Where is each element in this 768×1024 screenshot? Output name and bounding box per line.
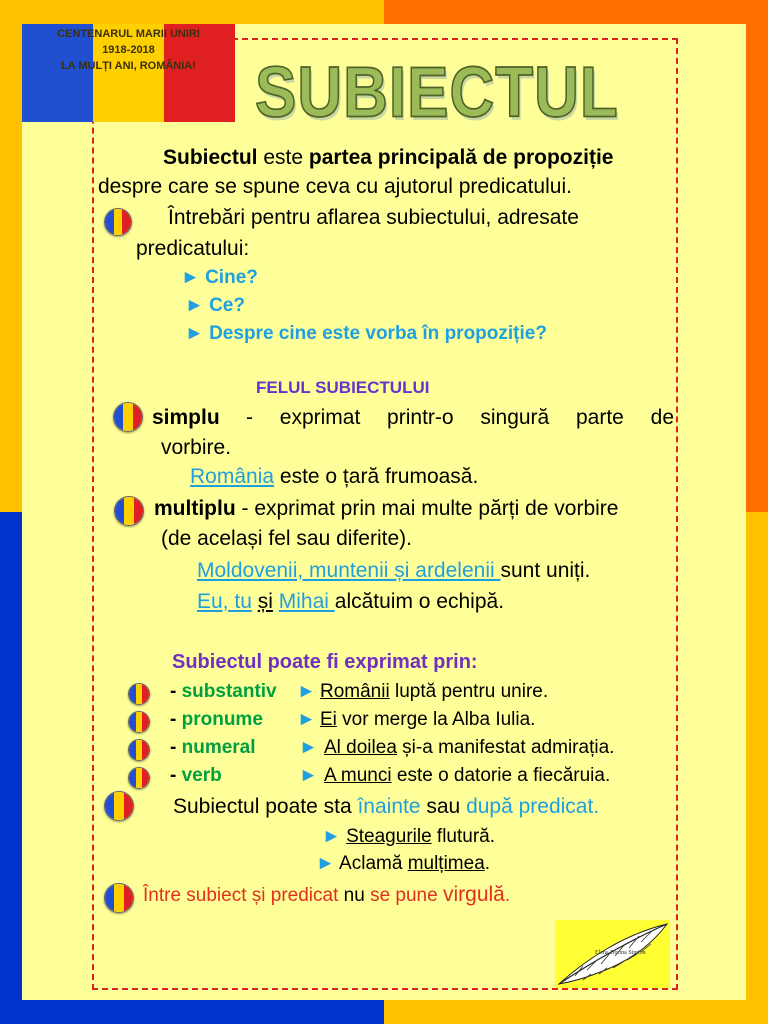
pozitie-text: Subiectul poate sta <box>173 795 358 818</box>
simplu-example <box>190 464 478 490</box>
arrow-icon: ► <box>322 826 341 847</box>
word-inainte: înainte <box>357 795 421 818</box>
caption-line-2: 1918-2018 <box>102 44 155 56</box>
example-rest: flutură. <box>431 826 496 847</box>
romania-bullet-icon <box>104 791 134 821</box>
caption-line-1: CENTENARUL MARII UNIRI <box>57 28 200 40</box>
romania-bullet-icon <box>128 739 150 761</box>
example-rest: alcătuim o echipă. <box>334 590 505 613</box>
felul-heading: FELUL SUBIECTULUI <box>256 378 430 397</box>
romania-bullet-icon <box>114 496 144 526</box>
multiplu-label: multiplu <box>154 497 236 520</box>
word-nu: nu <box>343 885 371 906</box>
example-subject-a: Eu, tu <box>197 590 252 613</box>
romania-bullet-icon <box>104 883 134 913</box>
romania-bullet-icon <box>104 208 132 236</box>
multiplu-desc-2: (de același fel sau diferite). <box>161 527 412 550</box>
simplu-desc-2: vorbire. <box>161 436 232 459</box>
pozitie-example-2 <box>316 851 490 877</box>
example-subject: Ei <box>320 709 337 730</box>
expression-type-1 <box>170 707 263 733</box>
multiplu-example-1 <box>197 558 590 584</box>
arrow-icon: ► <box>316 853 335 874</box>
example-subject-b: Mihai <box>278 590 335 613</box>
example-pre: Aclamă <box>339 853 408 874</box>
romania-bullet-icon <box>128 767 150 789</box>
word-virgula: virgulă <box>442 883 505 906</box>
arrow-icon: ► <box>297 681 316 702</box>
question-ce: ► Ce? <box>185 295 245 316</box>
example-rest: este o țară frumoasă. <box>279 465 479 488</box>
question-cine: ► Cine? <box>181 267 258 288</box>
dash: - <box>170 737 182 758</box>
example-rest: și-a manifestat admirația. <box>396 737 615 758</box>
pozitie-example-1 <box>322 824 495 850</box>
questions-intro-1: Întrebări pentru aflarea subiectului, adresate <box>168 206 579 229</box>
expression-example-0 <box>320 679 548 705</box>
word-sau: sau <box>420 795 467 818</box>
centenary-caption <box>22 26 235 74</box>
multiplu-desc-1: - exprimat prin mai multe părți de vorbire <box>241 497 619 520</box>
dash: - <box>170 765 182 786</box>
virgula-text-a: Între subiect și predicat <box>143 885 344 906</box>
example-subject: Steagurile <box>346 826 432 847</box>
word-dupa-predicat: după predicat. <box>466 795 600 818</box>
example-rest: vor merge la Alba Iulia. <box>336 709 536 730</box>
example-subject: Românii <box>320 681 390 702</box>
virgula-line <box>143 882 510 909</box>
expression-example-3 <box>324 763 610 789</box>
example-rest: . <box>484 853 491 874</box>
page-title: SUBIECTUL <box>255 53 619 133</box>
expression-type-3 <box>170 763 222 789</box>
expression-type-label: verb <box>181 765 222 786</box>
example-rest: sunt uniți. <box>500 559 591 582</box>
arrow-icon: ► <box>299 765 318 786</box>
example-rest: este o datorie a fiecăruia. <box>391 765 611 786</box>
example-subject: A munci <box>324 765 392 786</box>
multiplu-example-2 <box>197 589 504 615</box>
example-subject: mulțimea <box>407 853 485 874</box>
expression-type-label: numeral <box>181 737 256 758</box>
example-si: și <box>257 590 273 613</box>
question-despre-cine: ► Despre cine este vorba în propoziție? <box>185 323 547 344</box>
expression-type-0 <box>170 679 277 705</box>
definition-bold: partea principală de propoziție <box>308 146 614 169</box>
definition-line-1 <box>163 145 613 171</box>
expression-type-label: pronume <box>181 709 263 730</box>
romania-bullet-icon <box>113 402 143 432</box>
virgula-text-b: se pune <box>370 885 443 906</box>
romania-bullet-icon <box>128 683 150 705</box>
dash: - <box>170 681 182 702</box>
romania-bullet-icon <box>128 711 150 733</box>
simplu-label: simplu <box>152 406 220 429</box>
example-subject: Moldovenii, muntenii și ardelenii <box>197 559 501 582</box>
pozitie-line <box>173 794 599 820</box>
dash: - <box>170 709 182 730</box>
exprimat-heading: Subiectul poate fi exprimat prin: <box>172 651 478 673</box>
caption-line-3: LA MULȚI ANI, ROMÂNIA! <box>61 60 196 72</box>
multiplu-line-1 <box>154 496 618 522</box>
signature-text: Elena Dorina Simion <box>595 950 646 956</box>
term-subiectul: Subiectul <box>163 146 258 169</box>
expression-example-1 <box>320 707 535 733</box>
example-subject: România <box>190 465 275 488</box>
questions-intro-2: predicatului: <box>136 237 250 260</box>
expression-example-2 <box>324 735 614 761</box>
example-rest: luptă pentru unire. <box>389 681 549 702</box>
feather-signature-image <box>555 920 670 988</box>
simplu-desc-1: - exprimat printr-o singură parte de <box>246 406 674 429</box>
virgula-period: . <box>504 885 511 906</box>
arrow-icon: ► <box>299 737 318 758</box>
definition-line-2: despre care se spune ceva cu ajutorul predicatului. <box>98 175 572 198</box>
expression-type-label: substantiv <box>181 681 277 702</box>
arrow-icon: ► <box>297 709 316 730</box>
example-subject: Al doilea <box>324 737 397 758</box>
expression-type-2 <box>170 735 256 761</box>
word-este: este <box>263 146 304 169</box>
